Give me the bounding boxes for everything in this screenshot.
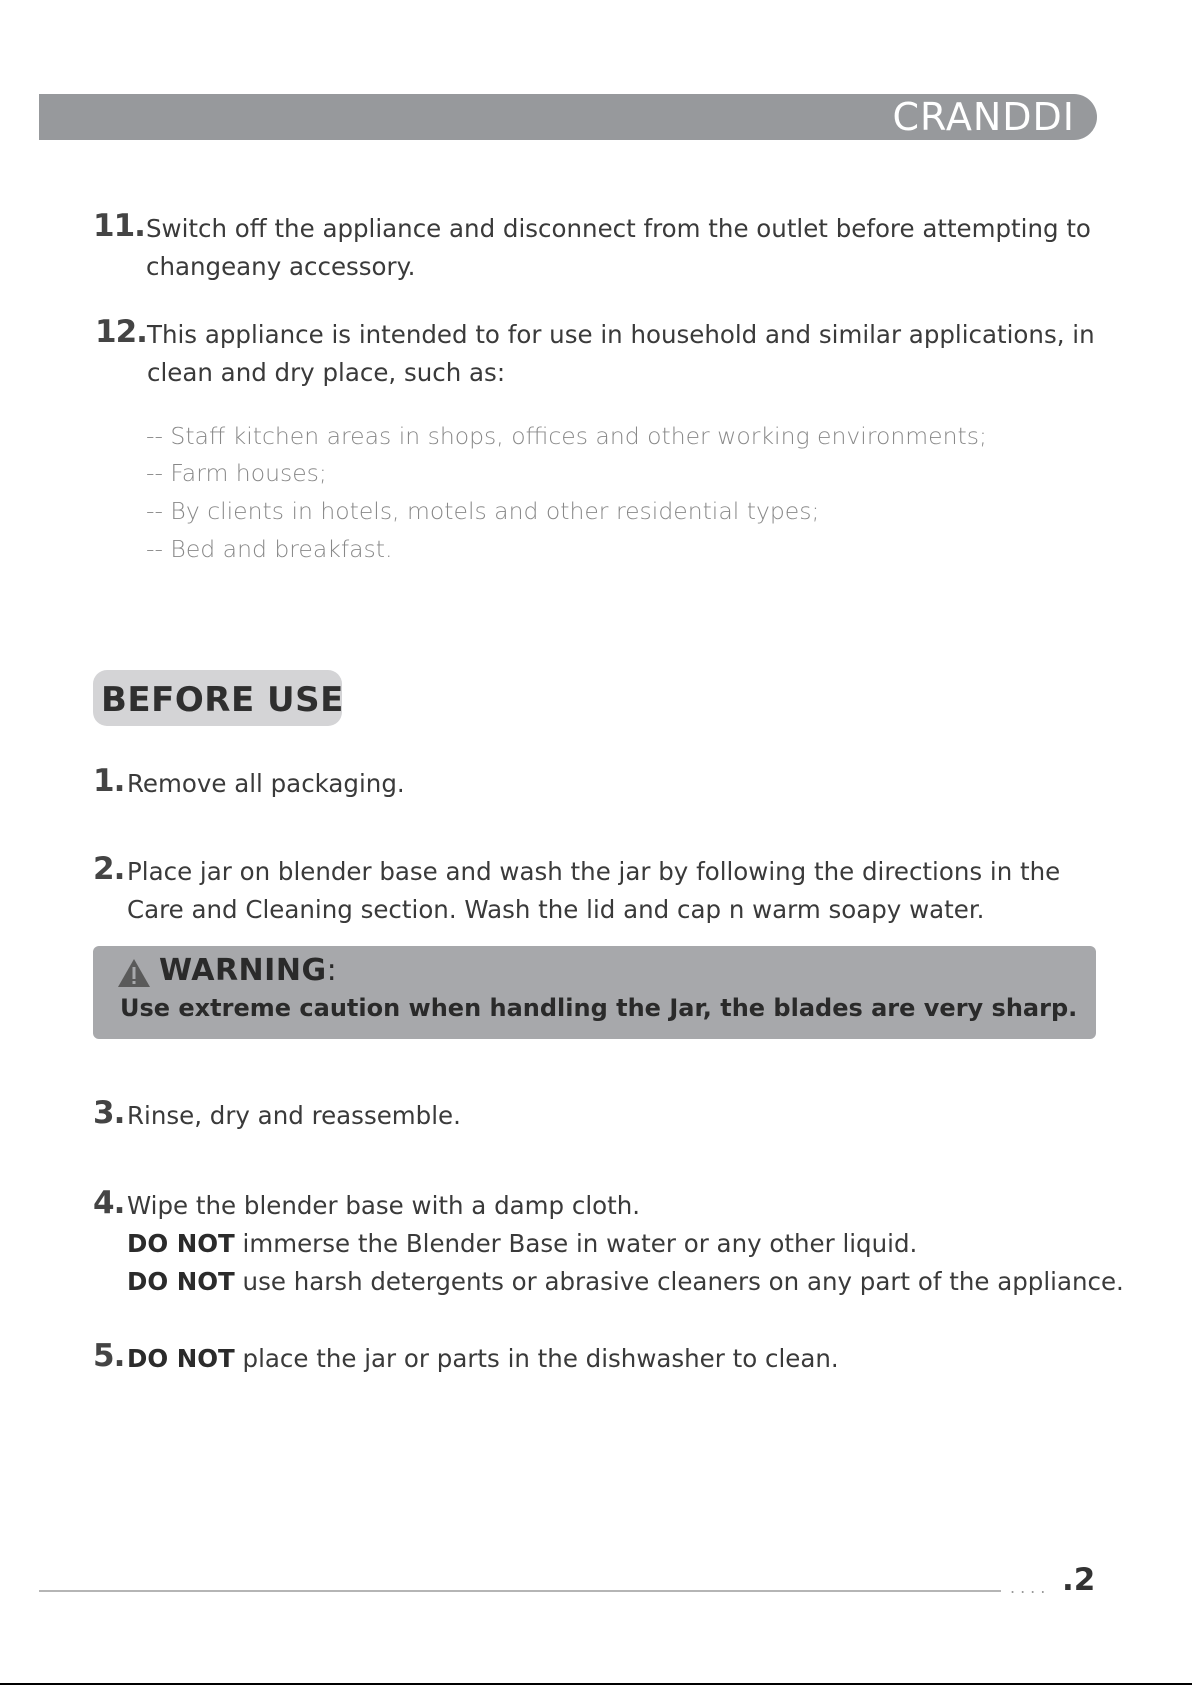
step-text: Rinse, dry and reassemble. — [127, 1101, 461, 1130]
header-bar — [39, 94, 1097, 140]
warning-title: WARNING: — [159, 953, 338, 988]
item-text-line: clean and dry place, such as: — [147, 358, 506, 387]
step-number: 2. — [93, 851, 125, 887]
sub-list-item: -- By clients in hotels, motels and other residential types; — [146, 497, 820, 525]
do-not-label: DO NOT — [127, 1267, 235, 1296]
step-text-line: Place jar on blender base and wash the jar by following the directions in the — [127, 857, 1061, 886]
footer-dots: .... — [1010, 1578, 1051, 1597]
step-text-line: Wipe the blender base with a damp cloth. — [127, 1191, 641, 1220]
section-title: BEFORE USE — [101, 680, 344, 720]
brand-logo: CRANDDI — [892, 95, 1075, 139]
item-number: 11. — [93, 208, 145, 244]
step-number: 4. — [93, 1185, 125, 1221]
step-text: DO NOT place the jar or parts in the dishwasher to clean. — [127, 1344, 839, 1373]
do-not-label: DO NOT — [127, 1344, 235, 1373]
footer-rule — [39, 1590, 1001, 1592]
item-text-line: Switch off the appliance and disconnect from the outlet before attempting to — [146, 214, 1091, 243]
step-number: 5. — [93, 1338, 125, 1374]
warning-text: Use extreme caution when handling the Jar, the blades are very sharp. — [120, 994, 1078, 1022]
item-text-line: changeany accessory. — [146, 252, 416, 281]
item-number: 12. — [95, 314, 147, 350]
step-text-line: DO NOT use harsh detergents or abrasive cleaners on any part of the appliance. — [127, 1267, 1124, 1296]
section-heading-pill — [93, 670, 342, 726]
sub-list-item: -- Farm houses; — [146, 459, 327, 487]
warning-box — [93, 946, 1096, 1039]
do-not-label: DO NOT — [127, 1229, 235, 1258]
step-text: Remove all packaging. — [127, 769, 405, 798]
step-number: 1. — [93, 763, 125, 799]
step-number: 3. — [93, 1095, 125, 1131]
step-text-line: DO NOT immerse the Blender Base in water or any other liquid. — [127, 1229, 918, 1258]
item-text-line: This appliance is intended to for use in household and similar applications, in — [147, 320, 1095, 349]
sub-list-item: -- Staff kitchen areas in shops, offices and other working environments; — [146, 422, 987, 450]
page-number: .2 — [1062, 1562, 1096, 1598]
sub-list-item: -- Bed and breakfast. — [146, 535, 393, 563]
step-text-line: Care and Cleaning section. Wash the lid and cap n warm soapy water. — [127, 895, 985, 924]
warning-triangle-icon — [117, 958, 151, 988]
